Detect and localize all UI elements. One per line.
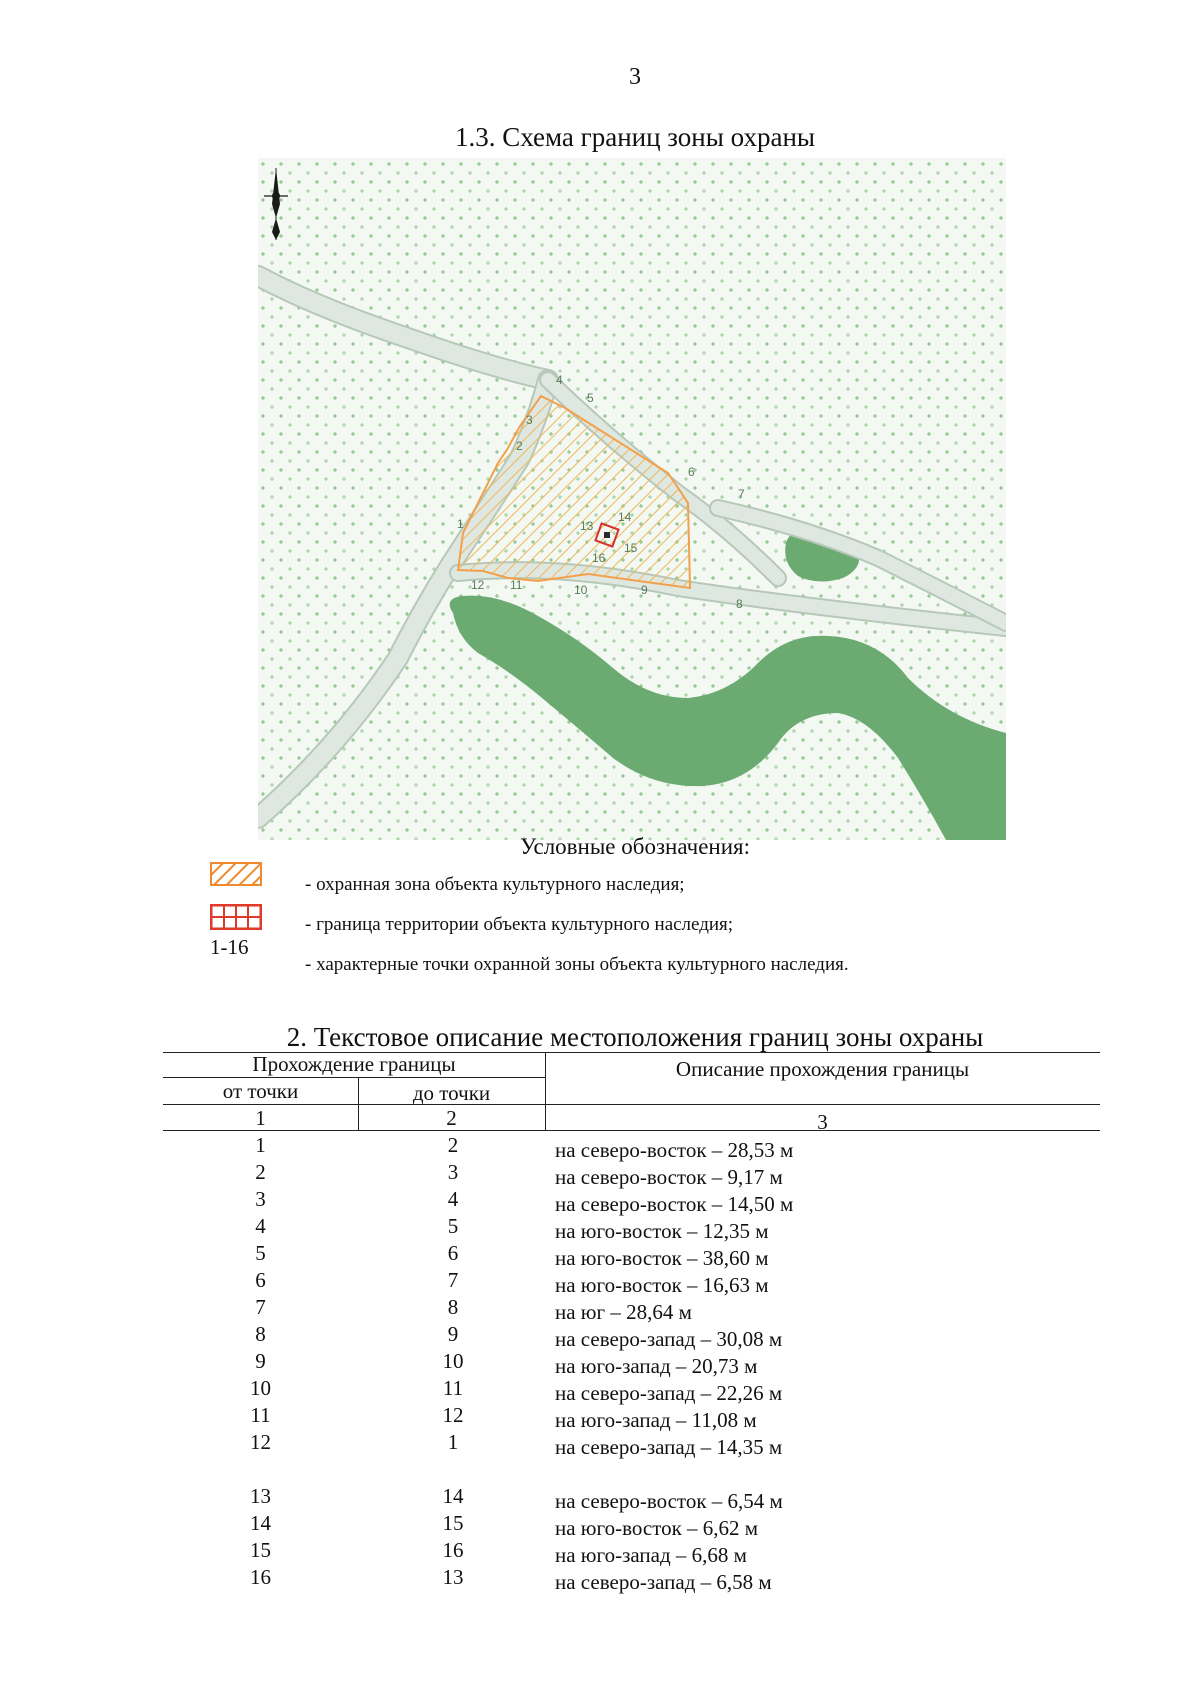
boundary-scheme-map [258, 158, 1006, 840]
row-from-point: 16 [250, 1565, 271, 1589]
legend-item-territory-boundary: - граница территории объекта культурного наследия; [305, 914, 734, 935]
row-from-point: 1 [255, 1133, 266, 1157]
row-description: на юг – 28,64 м [555, 1300, 692, 1324]
row-from-point: 7 [255, 1295, 266, 1319]
header-group-label: Прохождение границы [252, 1052, 456, 1076]
legend-item-characteristic-points: - характерные точки охранной зоны объекта культурного наследия. [305, 954, 849, 975]
row-description: на юго-восток – 16,63 м [555, 1273, 769, 1297]
row-description: на юго-восток – 38,60 м [555, 1246, 769, 1270]
row-from-point: 15 [250, 1538, 271, 1562]
row-to-point: 5 [447, 1214, 459, 1238]
map-title: 1.3. Схема границ зоны охраны [454, 122, 816, 152]
header-to-point: до точки [412, 1081, 491, 1105]
legend-hatch-icon [210, 862, 262, 886]
point-label-12: 12 [471, 578, 485, 592]
row-to-point: 2 [447, 1133, 459, 1157]
row-to-point: 15 [442, 1511, 464, 1535]
point-label-1: 1 [457, 517, 464, 531]
legend-item-protection-zone: - охранная зона объекта культурного наследия; [305, 874, 685, 895]
row-description: на северо-восток – 28,53 м [555, 1138, 794, 1162]
legend-title: Условные обозначения: [519, 834, 751, 859]
column-number-3: 3 [817, 1110, 828, 1134]
row-description: на северо-запад – 6,58 м [555, 1570, 772, 1594]
table-rule-group [163, 1077, 545, 1078]
row-description: на юго-восток – 12,35 м [555, 1219, 769, 1243]
row-from-point: 13 [250, 1484, 271, 1508]
row-description: на северо-восток – 9,17 м [555, 1165, 783, 1189]
legend-grid-icon [210, 904, 262, 930]
row-to-point: 11 [442, 1376, 464, 1400]
table-rule-header [163, 1104, 1100, 1105]
point-label-13: 13 [580, 519, 594, 533]
row-from-point: 4 [255, 1214, 266, 1238]
point-label-2: 2 [516, 439, 523, 453]
header-from-point: от точки [222, 1079, 299, 1103]
header-description: Описание прохождения границы [675, 1057, 970, 1081]
row-description: на юго-запад – 6,68 м [555, 1543, 747, 1567]
section-title: 2. Текстовое описание местоположения границ зоны охраны [286, 1022, 984, 1052]
point-label-16: 16 [592, 551, 606, 565]
row-description: на северо-запад – 22,26 м [555, 1381, 783, 1405]
row-to-point: 13 [442, 1565, 464, 1589]
point-label-14: 14 [618, 510, 632, 524]
point-label-4: 4 [556, 373, 563, 387]
row-to-point: 12 [442, 1403, 464, 1427]
row-from-point: 2 [255, 1160, 266, 1184]
row-from-point: 14 [250, 1511, 271, 1535]
row-description: на юго-запад – 11,08 м [555, 1408, 757, 1432]
row-to-point: 3 [447, 1160, 459, 1184]
page-number: 3 [629, 64, 641, 90]
row-from-point: 3 [255, 1187, 266, 1211]
row-from-point: 11 [250, 1403, 271, 1427]
row-from-point: 9 [255, 1349, 266, 1373]
point-label-7: 7 [738, 487, 745, 501]
row-to-point: 16 [442, 1538, 464, 1562]
legend-range-label: 1-16 [210, 935, 249, 959]
row-from-point: 6 [255, 1268, 266, 1292]
row-from-point: 5 [255, 1241, 266, 1265]
point-label-15: 15 [624, 541, 638, 555]
row-from-point: 8 [255, 1322, 266, 1346]
row-description: на северо-восток – 14,50 м [555, 1192, 794, 1216]
column-number-1: 1 [255, 1106, 266, 1130]
row-description: на юго-запад – 20,73 м [555, 1354, 758, 1378]
row-to-point: 9 [447, 1322, 459, 1346]
point-label-6: 6 [688, 465, 695, 479]
row-to-point: 4 [447, 1187, 459, 1211]
row-description: на северо-запад – 30,08 м [555, 1327, 783, 1351]
point-label-11: 11 [510, 578, 523, 592]
column-number-2: 2 [446, 1106, 457, 1130]
point-label-3: 3 [526, 413, 533, 427]
row-description: на северо-запад – 14,35 м [555, 1435, 783, 1459]
row-to-point: 8 [447, 1295, 459, 1319]
row-to-point: 6 [447, 1241, 459, 1265]
point-label-8: 8 [736, 597, 743, 611]
row-to-point: 1 [447, 1430, 459, 1454]
row-from-point: 10 [250, 1376, 271, 1400]
row-to-point: 7 [447, 1268, 459, 1292]
point-label-5: 5 [587, 391, 594, 405]
row-from-point: 12 [250, 1430, 271, 1454]
point-label-9: 9 [641, 583, 648, 597]
row-to-point: 14 [442, 1484, 464, 1508]
point-label-10: 10 [574, 583, 588, 597]
row-description: на северо-восток – 6,54 м [555, 1489, 783, 1513]
row-to-point: 10 [442, 1349, 464, 1373]
row-description: на юго-восток – 6,62 м [555, 1516, 759, 1540]
